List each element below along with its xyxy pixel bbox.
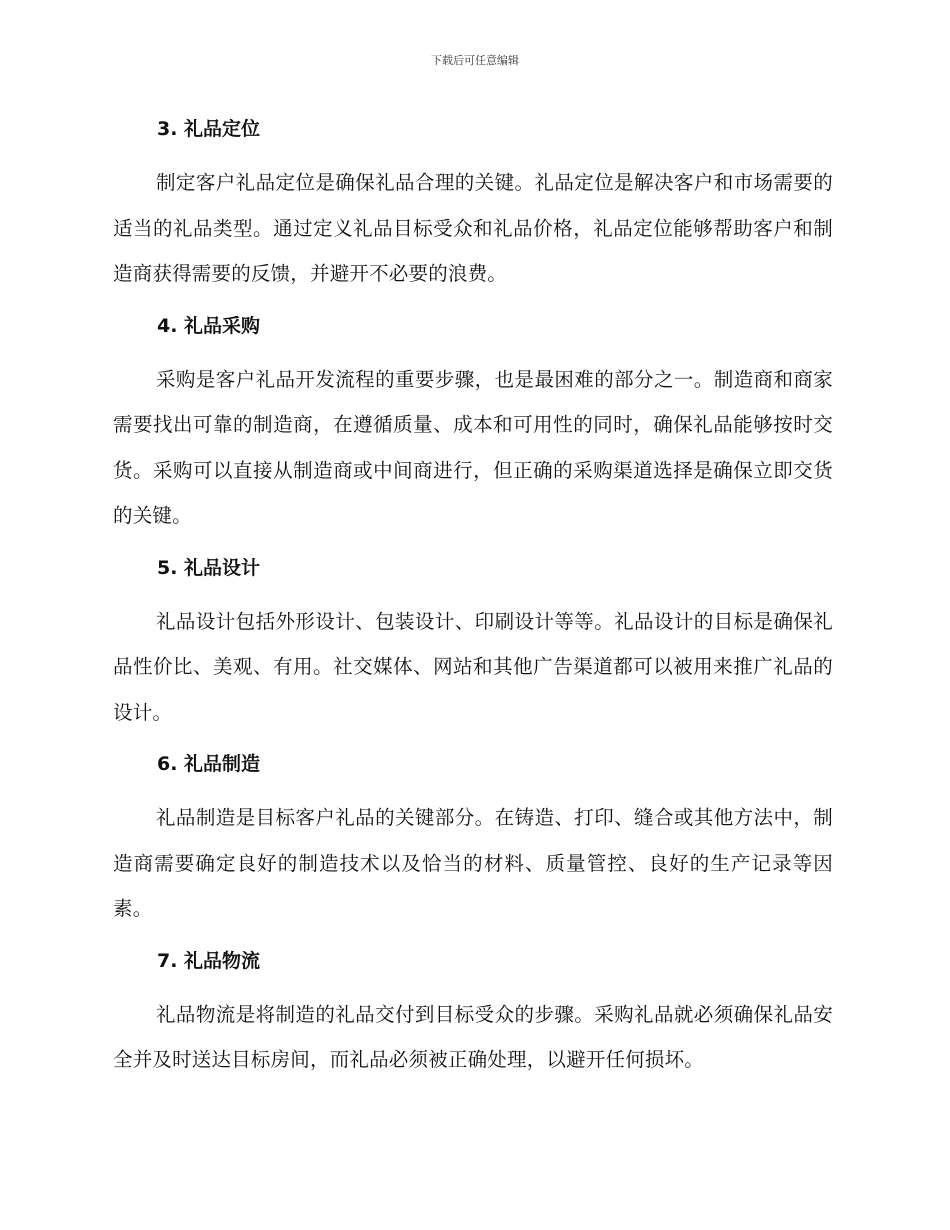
section-gift-positioning — [113, 112, 833, 297]
section-paragraph: 制定客户礼品定位是确保礼品合理的关键。礼品定位是解决客户和市场需要的适当的礼品类型。通过定义礼品目标受众和礼品价格，礼品定位能够帮助客户和制造商获得需要的反馈，并避开不必要的浪费。 — [113, 171, 833, 285]
section-paragraph: 礼品物流是将制造的礼品交付到目标受众的步骤。采购礼品就必须确保礼品安全并及时送达目标房间，而礼品必须被正确处理，以避开任何损坏。 — [113, 1002, 833, 1071]
section-paragraph: 采购是客户礼品开发流程的重要步骤，也是最困难的部分之一。制造商和商家需要找出可靠的制造商，在遵循质量、成本和可用性的同时，确保礼品能够按时交货。采购可以直接从制造商或中间商进行，但正确的采购渠道选择是确保立即交货的关键。 — [113, 367, 833, 527]
page-header: 下载后可任意编辑 — [431, 54, 519, 67]
section-heading: 3. 礼品定位 — [157, 118, 261, 140]
section-paragraph: 礼品制造是目标客户礼品的关键部分。在铸造、打印、缝合或其他方法中，制造商需要确定良好的制造技术以及恰当的材料、质量管控、良好的生产记录等因素。 — [113, 806, 833, 920]
section-gift-design — [113, 551, 833, 736]
section-heading: 7. 礼品物流 — [157, 949, 261, 972]
section-gift-procurement — [113, 309, 833, 539]
document-content — [113, 112, 833, 1083]
section-heading: 4. 礼品采购 — [157, 314, 261, 337]
section-gift-manufacturing — [113, 747, 833, 932]
section-paragraph: 礼品设计包括外形设计、包装设计、印刷设计等等。礼品设计的目标是确保礼品性价比、美观、有用。社交媒体、网站和其他广告渠道都可以被用来推广礼品的设计。 — [113, 609, 833, 724]
section-gift-logistics — [113, 944, 833, 1083]
section-heading: 6. 礼品制造 — [157, 753, 261, 775]
section-heading: 5. 礼品设计 — [157, 556, 261, 579]
